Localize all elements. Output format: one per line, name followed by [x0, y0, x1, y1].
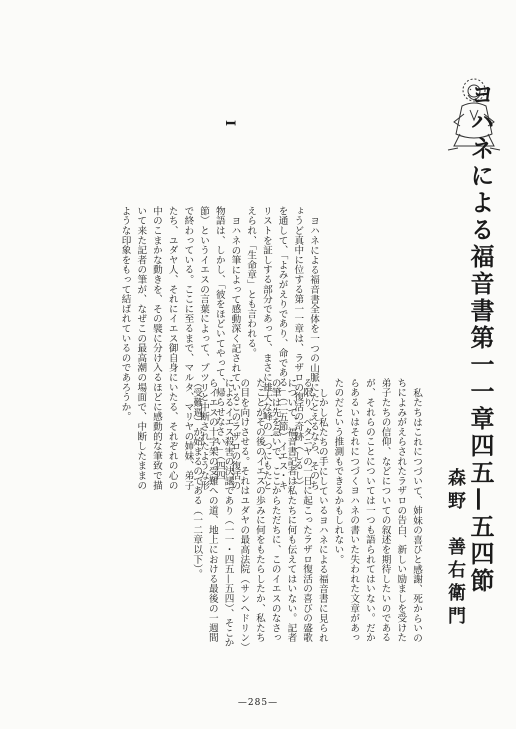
- section-number: I: [222, 120, 237, 127]
- author-name: 森野 善右衛門: [445, 468, 466, 629]
- body-column-bottom: [132, 378, 424, 648]
- paragraph: 私たちはこれにつづいて、姉妹の喜びと感謝、死からいのちによみがえらされたラザロの告白、新しい励ましを受けた弟子たちの信仰、などについての叙述を期待したいのであるが、それらのことについては一つも語られてはいない。だからあるいはそれにつづくヨハネの書いた失われた文章があったのだという推測もできるかもしれない。: [332, 378, 422, 643]
- page-number: —285—: [237, 698, 279, 708]
- article-title: ヨハネによる福音書第一一章四五—五四節: [466, 82, 495, 595]
- paragraph: ヨハネの筆によって感動深く記されているこのラザロの復活の物語は、しかし、「彼をほどいてやって、帰らせなさい」（四四節）というイエスの言葉によって、プツリと中断されたような形で終わっている。ここに至るまで、マルタ、マリヤの姉妹、弟子たち、ユダヤ人、それにイエス御自身にいたる、それぞれの心の中のこまかな動きを、その襞に分け入るほどに感動的な筆致で描いて来た記者の筆が、なぜこの最高潮の場面で、中断したままのような印象をもって結ばれているのであろうか。: [119, 206, 241, 491]
- paragraph: ヨハネによる福音書全体を一つの山脈にたとえるなら、そのちょうど真中に位する第一一章は、ラザロの復活の奇跡（しるし）を通して、「よみがえりであり、命である」（二五節）イエス・キリストを証しする部分であって、まさに雄大な峰の一つにもたとえられ、「生命章」とも言われる。: [245, 206, 319, 491]
- paragraph: しかし私たちの手にしているヨハネによる福音書に見られる限り、ベタニヤの一日に起こったラザロ復活の喜びの盛歌について、福音書記者は私たちに何も伝えてはいない。記者の筆は先を急いで、ここからただちに、このイエスのなさったことがその後のイエスの歩みに何をもたらしたか、私たちの目を向けさせる。それはユダヤの最高法院（サンヘドリン）によるイエス殺害の決議であり（一一・四五—五四）、そこからイエスの十字架の受難への道、地上における最後の一週間（受難週）が始まるのである（一二章以下）。: [191, 378, 328, 648]
